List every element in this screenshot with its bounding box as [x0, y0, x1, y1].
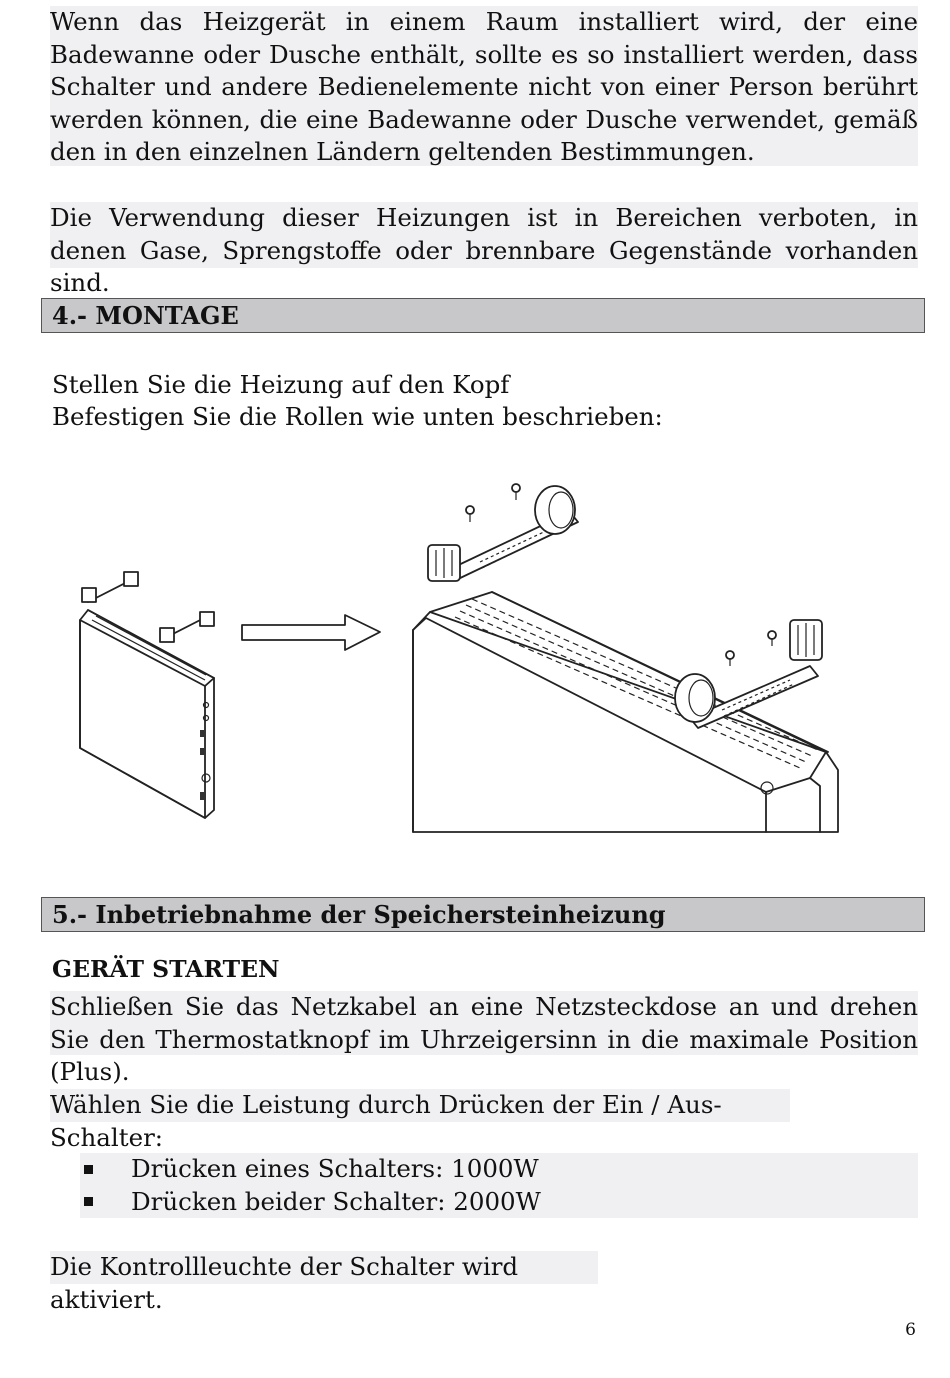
safety-paragraph-prohibited-areas: Die Verwendung dieser Heizungen ist in Bereichen verboten, in denen Gase, Sprengstoffe oder brennbare Gegenstände vorhanden sind.: [50, 203, 918, 298]
section-heading-inbetriebnahme: 5.- Inbetriebnahme der Speichersteinheizung: [41, 897, 925, 932]
wheel-mounting-illustration: [0, 470, 950, 840]
list-item-text: Drücken beider Schalter: 2000W: [131, 1186, 541, 1216]
list-item: [80, 1153, 918, 1186]
indicator-light-paragraph: Die Kontrollleuchte der Schalter wird aktiviert.: [50, 1251, 598, 1284]
list-item: [80, 1186, 918, 1219]
large-heater-figure: [413, 484, 838, 832]
montage-instruction-2: Befestigen Sie die Rollen wie unten beschrieben:: [52, 402, 663, 431]
power-options-list: [80, 1153, 918, 1218]
bullet-square-icon: [84, 1165, 93, 1174]
power-selection-paragraph: Wählen Sie die Leistung durch Drücken der Ein / Aus-Schalter:: [50, 1089, 790, 1122]
section-heading-montage: 4.- MONTAGE: [41, 298, 925, 333]
montage-instruction-1: Stellen Sie die Heizung auf den Kopf: [52, 370, 510, 399]
list-item-text: Drücken eines Schalters: 1000W: [131, 1154, 539, 1183]
bullet-square-icon: [84, 1197, 93, 1206]
safety-paragraph-bathroom: Wenn das Heizgerät in einem Raum installiert wird, der eine Badewanne oder Dusche enthält, sollte es so installiert werden, dass Schalter und andere Bedienelemente nicht von einer Person berührt werden können, die eine Badewanne oder Dusche verwendet, gemäß den in den einzelnen Ländern geltenden Bestimmungen.: [50, 7, 918, 167]
page-number: 6: [905, 1320, 916, 1340]
subheading-geraet-starten: GERÄT STARTEN: [52, 955, 280, 983]
small-heater-figure: [80, 572, 214, 818]
arrow-icon: [242, 615, 380, 650]
startup-paragraph: Schließen Sie das Netzkabel an eine Netzsteckdose an und drehen Sie den Thermostatknopf im Uhrzeigersinn in die maximale Position (Plus).: [50, 992, 918, 1087]
